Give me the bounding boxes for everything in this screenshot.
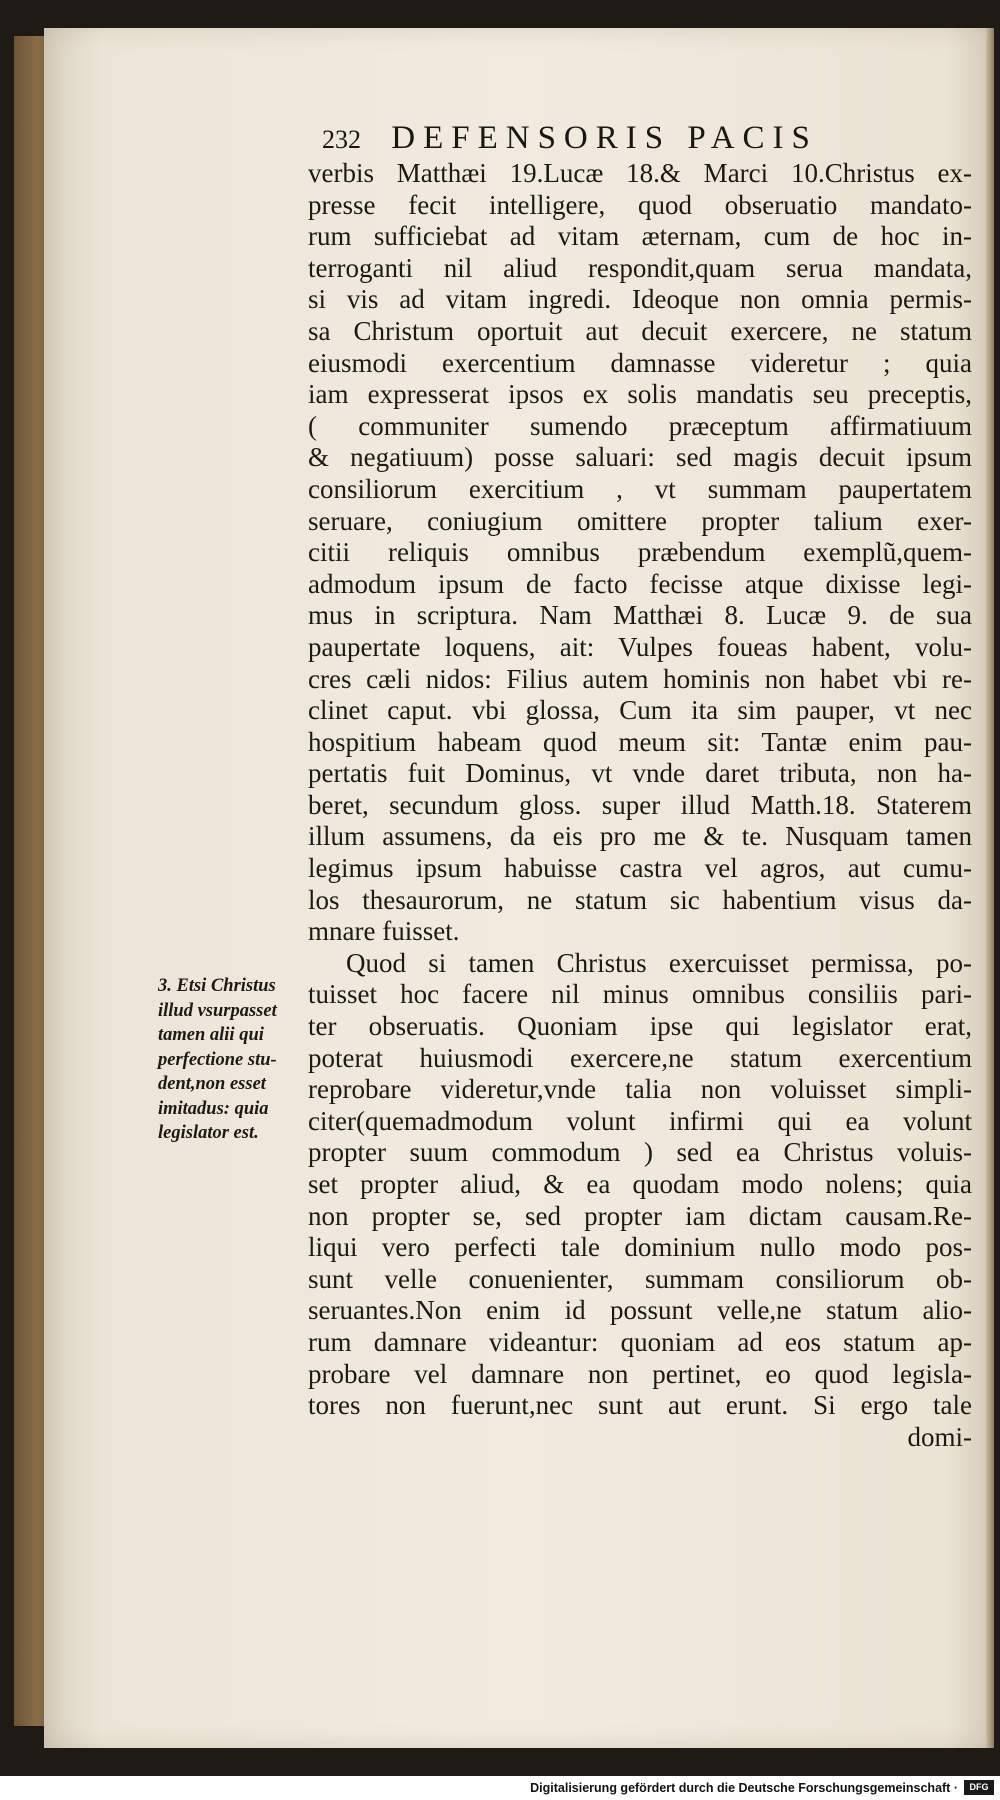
main-text-block [308,158,972,1453]
marginal-note-line: dent,non esset [158,1074,266,1094]
marginal-note-line: tamen alii qui [158,1025,264,1045]
text-line: liqui vero perfecti tale dominium nullo modo pos- [308,1232,972,1263]
text-line: consiliorum exercitium , vt summam paupertatem [308,473,972,504]
text-line: si vis ad vitam ingredi. Ideoque non omnia permis- [308,284,972,315]
page-edge [986,28,994,1748]
text-line: & negatiuum) posse saluari: sed magis decuit ipsum [308,442,972,473]
text-line: mus in scriptura. Nam Matthæi 8. Lucæ 9. de sua [308,600,972,631]
text-line: citii reliquis omnibus præbendum exemplũ,quem- [308,537,972,568]
text-line: presse fecit intelligere, quod obseruatio mandato- [308,189,972,220]
dfg-logo: DFG [964,1780,994,1795]
running-title: DEFENSORIS PACIS [391,120,818,156]
marginal-note-line: imitadus: quia [158,1098,269,1119]
text-line: eiusmodi exercentium damnasse videretur ; quia [308,347,972,378]
text-line: set propter aliud, & ea quodam modo nolens; quia [308,1169,972,1199]
text-line: illum assumens, da eis pro me & te. Nusquam tamen [308,821,972,852]
text-line: Quod si tamen Christus exercuisset permissa, po- [346,947,972,978]
text-line: pertatis fuit Dominus, vt vnde daret tributa, non ha- [308,758,972,789]
marginal-note-line: illud vsurpasset [158,1000,277,1021]
marginal-note-line: perfectione stu- [158,1049,277,1070]
text-line: citer(quemadmodum volunt infirmi qui ea volunt [308,1105,972,1136]
text-line: poterat huiusmodi exercere,ne statum exercentium [308,1042,972,1073]
marginal-note [158,974,308,1146]
text-line: cres cæli nidos: Filius autem hominis non habet vbi re- [308,663,972,694]
text-line: probare vel damnare non pertinet, eo quod legisla- [308,1358,972,1389]
text-line: rum sufficiebat ad vitam æternam, cum de hoc in- [308,221,972,252]
text-line: sunt velle conuenienter, summam consiliorum ob- [308,1263,972,1294]
text-line: mnare fuisset. [308,916,460,947]
text-line: rum damnare videantur: quoniam ad eos statum ap- [308,1326,972,1357]
text-line: seruantes.Non enim id possunt velle,ne statum alio- [308,1295,972,1326]
text-line: terroganti nil aliud respondit,quam serua mandata, [308,252,972,283]
marginal-note-line: 3. Etsi Christus [158,976,276,996]
text-line: paupertate loquens, ait: Vulpes foueas habent, volu- [308,631,972,662]
text-line: tuisset hoc facere nil minus omnibus consiliis pari- [308,979,972,1010]
text-line: propter suum commodum ) sed ea Christus voluis- [308,1137,972,1168]
text-line: los thesaurorum, ne statum sic habentium visus da- [308,884,972,915]
text-line: verbis Matthæi 19.Lucæ 18.& Marci 10.Christus ex- [308,158,972,188]
funding-credit: Digitalisierung gefördert durch die Deutsche Forschungsgemeinschaft · [530,1781,958,1795]
text-line: ( communiter sumendo præceptum affirmatiuum [308,410,972,441]
text-line: non propter se, sed propter iam dictam causam.Re- [308,1200,972,1231]
text-line: ter obseruatis. Quoniam ipse qui legislator erat, [308,1011,972,1042]
text-line: tores non fuerunt,nec sunt aut erunt. Si ergo tale [308,1390,972,1421]
marginal-note-line: legislator est. [158,1123,259,1143]
catchword: domi- [907,1421,972,1452]
text-line: hospitium habeam quod meum sit: Tantæ enim pau- [308,726,972,757]
page-number: 232 [322,125,361,154]
text-line: admodum ipsum de facto fecisse atque dixisse legi- [308,568,972,599]
text-line: reprobare videretur,vnde talia non voluisset simpli- [308,1074,972,1105]
digitization-footer [0,1776,1000,1800]
text-line: seruare, coniugium omittere propter talium exer- [308,505,972,536]
text-line: legimus ipsum habuisse castra vel agros, aut cumu- [308,853,972,884]
text-line: beret, secundum gloss. super illud Matth.18. Staterem [308,789,972,820]
text-line: sa Christum oportuit aut decuit exercere, ne statum [308,315,972,346]
text-line: clinet caput. vbi glossa, Cum ita sim pauper, vt nec [308,695,972,726]
text-line: iam expresserat ipsos ex solis mandatis seu preceptis, [308,379,972,410]
